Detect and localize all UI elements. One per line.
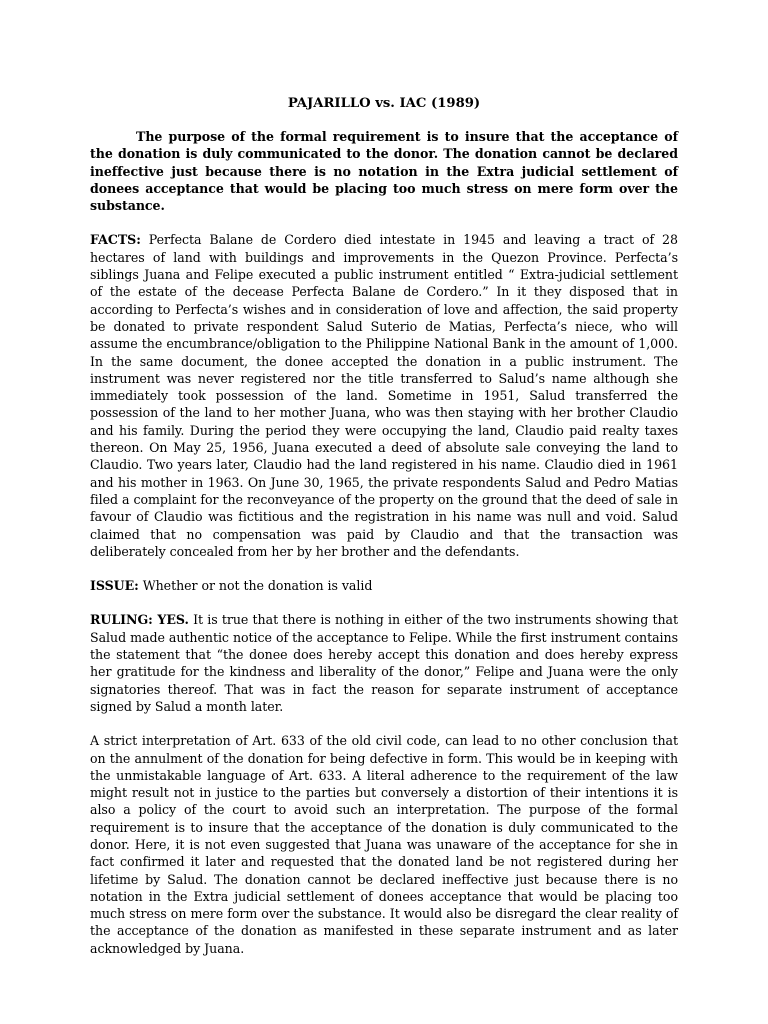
- facts-text: Perfecta Balane de Cordero died intestate in 1945 and leaving a tract of 28 hectares of land with buildings and improvements in the Quezon Province. Perfecta’s siblings Juana and Felipe executed a public instrument entitled “ Extra-judicial settlement of the estate of the decease Perfecta Balane de Cordero.” In it they disposed that in according to Perfecta’s wishes and in consideration of love and affection, the said property be donated to private respondent Salud Suterio de Matias, Perfecta’s niece, who will assume the encumbrance/obligation to the Philippine National Bank in the amount of 1,000. In the same document, the donee accepted the donation in a public instrument. The instrument was never registered nor the title transferred to Salud’s name although she immediately took possession of the land. Sometime in 1951, Salud transferred the possession of the land to her mother Juana, who was then staying with her brother Claudio and his family. During the period they were occupying the land, Claudio paid realty taxes thereon. On May 25, 1956, Juana executed a deed of absolute sale conveying the land to Claudio. Two years later, Claudio had the land registered in his name. Claudio died in 1961 and his mother in 1963. On June 30, 1965, the private respondents Salud and Pedro Matias filed a complaint for the reconveyance of the property on the ground that the deed of sale in favour of Claudio was fictitious and the registration in his name was null and void. Salud claimed that no compensation was paid by Claudio and that the transaction was deliberately concealed from her by her brother and the defendants.: [90, 232, 678, 559]
- case-title: PAJARILLO vs. IAC (1989): [287, 96, 481, 111]
- facts-paragraph: [90, 231, 678, 560]
- document-page: [90, 95, 678, 974]
- ruling-text: It is true that there is nothing in either of the two instruments showing that Salud made authentic notice of the acceptance to Felipe. While the first instrument contains the statement that “the donee does hereby accept this donation and does hereby express her gratitude for the kindness and liberality of the donor,” Felipe and Juana were the only signatories thereof. That was in fact the reason for separate instrument of acceptance signed by Salud a month later.: [90, 612, 679, 714]
- issue-label: ISSUE:: [90, 578, 139, 594]
- issue-text: Whether or not the donation is valid: [142, 578, 373, 594]
- ruling-label: RULING: YES.: [90, 612, 189, 628]
- ruling-paragraph: [90, 611, 678, 715]
- issue-paragraph: [90, 577, 678, 594]
- facts-label: FACTS:: [90, 232, 141, 248]
- conclusion-paragraph: A strict interpretation of Art. 633 of the old civil code, can lead to no other conclusion that on the annulment of the donation for being defective in form. This would be in keeping with the unmistakable language of Art. 633. A literal adherence to the requirement of the law might result not in justice to the parties but conversely a distortion of their intentions it is also a policy of the court to avoid such an interpretation. The purpose of the formal requirement is to insure that the acceptance of the donation is duly communicated to the donor. Here, it is not even suggested that Juana was unaware of the acceptance for she in fact confirmed it later and requested that the donated land be not registered during her lifetime by Salud. The donation cannot be declared ineffective just because there is no notation in the Extra judicial settlement of donees acceptance that would be placing too much stress on mere form over the substance. It would also be disregard the clear reality of the acceptance of the donation as manifested in these separate instrument and as later acknowledged by Juana.: [90, 733, 678, 956]
- summary-paragraph: The purpose of the formal requirement is to insure that the acceptance of the donation is duly communicated to the donor. The donation cannot be declared ineffective just because there is no notation in the Extra judicial settlement of donees acceptance that would be placing too much stress on mere form over the substance.: [90, 129, 678, 214]
